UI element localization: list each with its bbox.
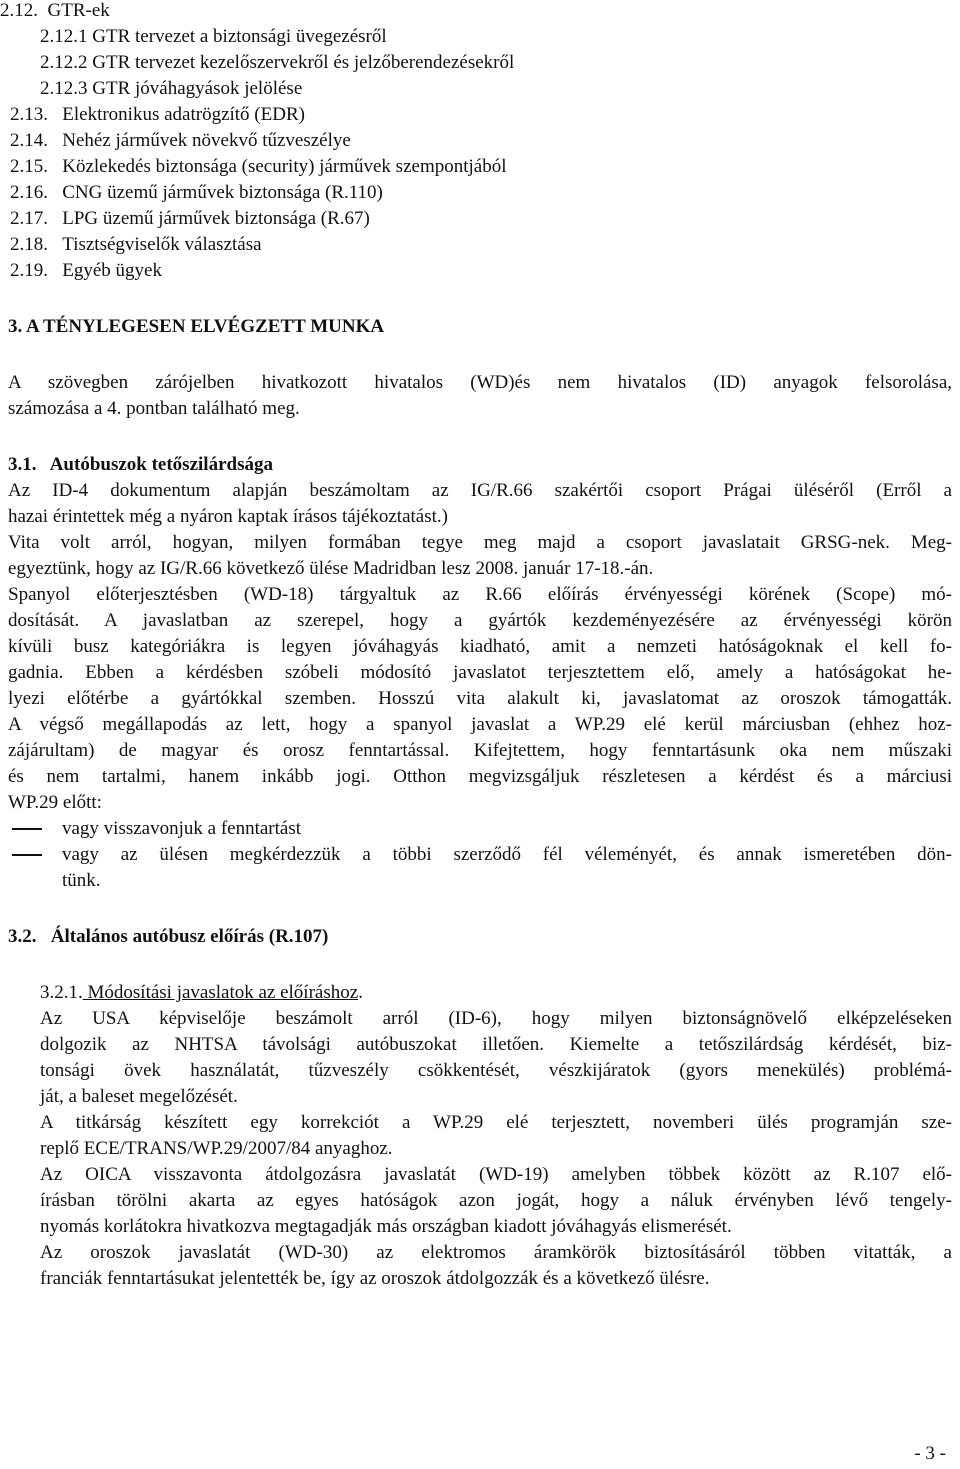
toc-item: 2.13. Elektronikus adatrögzítő (EDR) [10, 104, 305, 125]
paragraph-line: A végső megállapodás az lett, hogy a spanyol javaslat a WP.29 elé kerül márciusban (ehhez hoz- [8, 714, 952, 735]
paragraph-line: ját, a baleset megelőzését. [40, 1086, 238, 1107]
bullet-item: tünk. [62, 870, 101, 891]
bullet-dash [12, 854, 42, 856]
sub-subsection-heading: 3.2.1. Módosítási javaslatok az előíráshoz. [40, 982, 363, 1003]
paragraph-line: írásban törölni akarta az egyes hatóságok azon jogát, hogy a náluk érvényben lévő tengely- [40, 1190, 952, 1211]
paragraph-line: franciák fenntartásukat jelentették be, így az oroszok átdolgozzák és a következő ülésre. [40, 1268, 710, 1289]
subsection-heading: 3.1. Autóbuszok tetőszilárdsága [8, 454, 273, 475]
paragraph-line: zájárultam) de magyar és orosz fenntartással. Kifejtettem, hogy fenntartásunk oka nem műszaki [8, 740, 952, 761]
toc-item: 2.17. LPG üzemű járművek biztonsága (R.67) [10, 208, 370, 229]
paragraph-line: nyomás korlátokra hivatkozva megtagadják más országban kiadott jóváhagyás elismerését. [40, 1216, 732, 1237]
paragraph-line: Az USA képviselője beszámolt arról (ID-6), hogy milyen biztonságnövelő elképzeléseken [40, 1008, 952, 1029]
paragraph-line: egyeztünk, hogy az IG/R.66 következő ülése Madridban lesz 2008. január 17-18.-án. [8, 558, 654, 579]
toc-item: 2.16. CNG üzemű járművek biztonsága (R.110) [10, 182, 383, 203]
paragraph-line: számozása a 4. pontban található meg. [8, 398, 300, 419]
paragraph-line: gadnia. Ebben a kérdésben szóbeli módosító javaslatot terjesztettem elő, amely a hatóságokat he- [8, 662, 952, 683]
paragraph-line: Az oroszok javaslatát (WD-30) az elektromos áramkörök biztosításáról többen vitatták, a [40, 1242, 952, 1263]
toc-item: 2.12. GTR-ek [0, 0, 110, 21]
paragraph-line: dosítását. A javaslatban az szerepel, hogy a gyártók kezdeményezésére az érvényességi körön [8, 610, 952, 631]
paragraph-line: A szövegben zárójelben hivatkozott hivatalos (WD)és nem hivatalos (ID) anyagok felsorolása, [8, 372, 952, 393]
paragraph-line: tonsági övek használatát, tűzveszély csökkentését, vészkijáratok (gyors menekülés) problémá- [40, 1060, 952, 1081]
paragraph-line: Az ID-4 dokumentum alapján beszámoltam az IG/R.66 szakértői csoport Prágai üléséről (Erről a [8, 480, 952, 501]
toc-item: 2.18. Tisztségviselők választása [10, 234, 262, 255]
subsection-heading: 3.2. Általános autóbusz előírás (R.107) [8, 926, 329, 947]
toc-item: 2.12.1 GTR tervezet a biztonsági üvegezésről [40, 26, 387, 47]
toc-item: 2.12.2 GTR tervezet kezelőszervekről és jelzőberendezésekről [40, 52, 515, 73]
paragraph-line: Spanyol előterjesztésben (WD-18) tárgyaltuk az R.66 előírás érvényességi körének (Scope) mó- [8, 584, 952, 605]
bullet-dash [12, 828, 42, 830]
paragraph-line: Vita volt arról, hogyan, milyen formában tegye meg majd a csoport javaslatait GRSG-nek. Meg- [8, 532, 952, 553]
toc-item: 2.14. Nehéz járművek növekvő tűzveszélye [10, 130, 351, 151]
paragraph-line: dolgozik az NHTSA távolsági autóbuszokat illetően. Kiemelte a tetőszilárdság kérdését, biz- [40, 1034, 952, 1055]
toc-item: 2.12.3 GTR jóváhagyások jelölése [40, 78, 303, 99]
paragraph-line: Az OICA visszavonta átdolgozásra javaslatát (WD-19) amelyben többek között az R.107 elő- [40, 1164, 952, 1185]
toc-item: 2.19. Egyéb ügyek [10, 260, 162, 281]
paragraph-line: és nem tartalmi, hanem inkább jogi. Otthon megvizsgáljuk részletesen a kérdést és a márciusi [8, 766, 952, 787]
toc-item: 2.15. Közlekedés biztonsága (security) járművek szempontjából [10, 156, 507, 177]
bullet-item: vagy az ülésen megkérdezzük a többi szerződő fél véleményét, és annak ismeretében dön- [62, 844, 952, 865]
paragraph-line: kívüli busz kategóriákra is legyen jóváhagyás kiadható, amit a nemzeti hatóságoknak el kell fo- [8, 636, 952, 657]
paragraph-line: lyezi előtérbe a gyártókkal szemben. Hosszú vita alakult ki, javaslatomat az oroszok támogatták. [8, 688, 952, 709]
section-heading: 3. A TÉNYLEGESEN ELVÉGZETT MUNKA [8, 316, 385, 337]
page-number: - 3 - [914, 1443, 946, 1464]
paragraph-line: replő ECE/TRANS/WP.29/2007/84 anyaghoz. [40, 1138, 393, 1159]
paragraph-line: WP.29 előtt: [8, 792, 102, 813]
paragraph-line: A titkárság készített egy korrekciót a WP.29 elé terjesztett, novemberi ülés programján sze- [40, 1112, 952, 1133]
paragraph-line: hazai érintettek még a nyáron kaptak írásos tájékoztatást.) [8, 506, 448, 527]
bullet-item: vagy visszavonjuk a fenntartást [62, 818, 302, 839]
